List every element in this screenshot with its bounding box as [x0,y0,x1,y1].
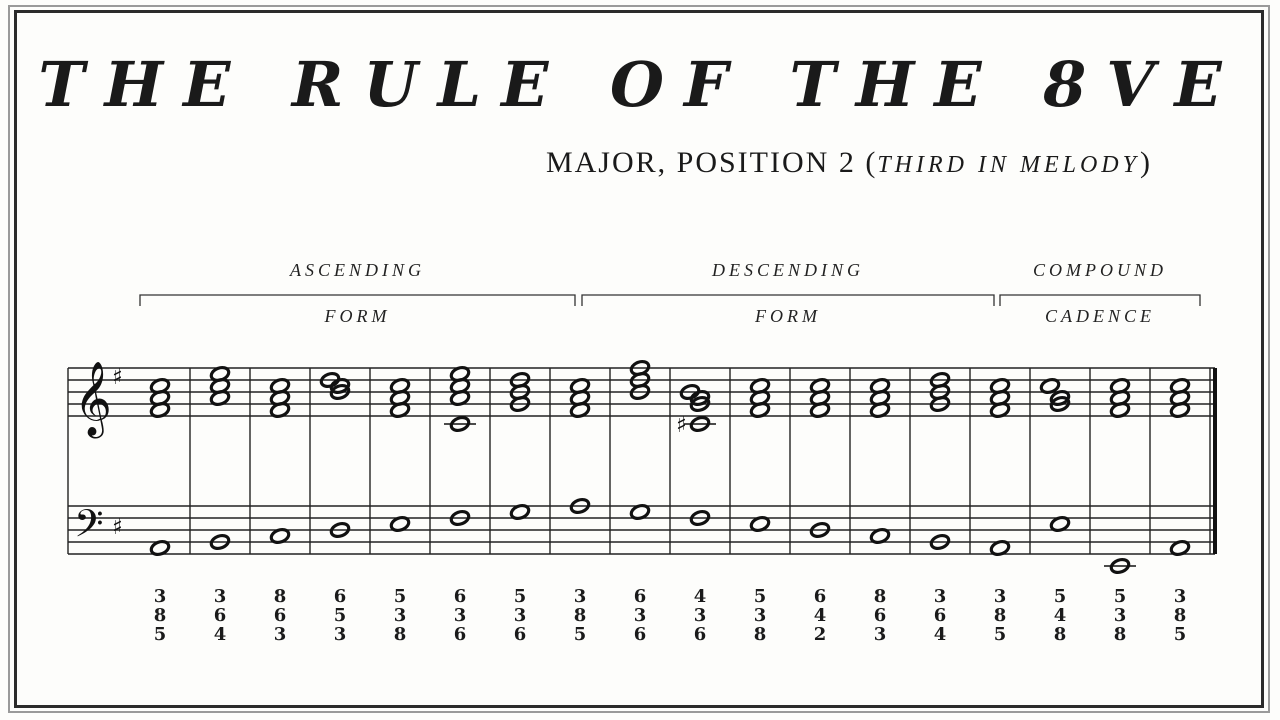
group-bracket [140,295,575,306]
figured-bass-number: 3 [573,586,587,607]
group-compound-bottom: CADENCE [1044,306,1155,326]
figured-bass-number: 3 [333,624,347,645]
figured-bass-number: 6 [453,586,467,607]
figured-bass-number: 8 [993,605,1007,626]
figured-bass-number: 3 [213,586,227,607]
figured-bass-number: 5 [1113,586,1127,607]
figured-bass-number: 4 [933,624,947,645]
group-descending-bottom: FORM [755,306,821,326]
figured-bass-number: 5 [1053,586,1067,607]
page-title: THE RULE OF THE 8VE [38,48,1242,121]
figured-bass-number: 4 [813,605,827,626]
figured-bass-number: 3 [1113,605,1127,626]
figured-bass-number: 5 [153,624,167,645]
figured-bass-number: 5 [393,586,407,607]
sharp-accidental-icon: ♯ [676,413,687,438]
figured-bass-number: 3 [393,605,407,626]
figured-bass-number: 4 [1053,605,1067,626]
key-sharp-icon: ♯ [112,365,123,390]
figured-bass-number: 3 [513,605,527,626]
figured-bass-number: 5 [1173,624,1187,645]
group-bracket [1000,295,1200,306]
figured-bass-number: 3 [153,586,167,607]
figured-bass-number: 2 [813,624,827,645]
figured-bass-number: 3 [873,624,887,645]
figured-bass-number: 6 [933,605,947,626]
figured-bass-number: 6 [693,624,707,645]
figured-bass-number: 8 [753,624,767,645]
group-descending-top: DESCENDING [712,260,864,280]
subtitle-italic: THIRD IN MELODY [877,152,1140,178]
group-ascending-bottom: FORM [324,306,391,326]
figured-bass-number: 5 [333,605,347,626]
figured-bass-number: 6 [453,624,467,645]
figured-bass-number: 5 [753,586,767,607]
figured-bass-number: 6 [213,605,227,626]
treble-clef-icon: 𝄞 [74,362,112,436]
figured-bass-number: 8 [273,586,287,607]
figured-bass-number: 3 [693,605,707,626]
figured-bass-number: 4 [693,586,707,607]
figured-bass-number: 8 [1173,605,1187,626]
figured-bass-number: 5 [993,624,1007,645]
group-ascending-top: ASCENDING [290,260,425,280]
subtitle-close: ) [1140,146,1152,179]
figured-bass-number: 5 [513,586,527,607]
figured-bass-number: 8 [873,586,887,607]
figured-bass-number: 6 [633,624,647,645]
group-compound-top: COMPOUND [1033,260,1167,280]
figured-bass-number: 8 [393,624,407,645]
figured-bass-number: 8 [153,605,167,626]
figured-bass-number: 6 [873,605,887,626]
figured-bass-number: 3 [633,605,647,626]
figured-bass-number: 8 [573,605,587,626]
figured-bass-number: 3 [933,586,947,607]
figured-bass-number: 6 [513,624,527,645]
figured-bass-number: 6 [813,586,827,607]
group-bracket [582,295,994,306]
figured-bass-number: 6 [633,586,647,607]
figured-bass-number: 3 [273,624,287,645]
figured-bass-number: 3 [453,605,467,626]
figured-bass-number: 5 [573,624,587,645]
figured-bass-number: 3 [993,586,1007,607]
figured-bass-number: 4 [213,624,227,645]
figured-bass-number: 6 [333,586,347,607]
bass-clef-icon: 𝄢 [74,501,104,555]
figured-bass-number: 8 [1113,624,1127,645]
figured-bass-number: 3 [1173,586,1187,607]
figured-bass-number: 3 [753,605,767,626]
key-sharp-icon: ♯ [112,515,123,540]
figured-bass-number: 6 [273,605,287,626]
subtitle-main: MAJOR, POSITION 2 ( [545,146,878,179]
figured-bass-number: 8 [1053,624,1067,645]
